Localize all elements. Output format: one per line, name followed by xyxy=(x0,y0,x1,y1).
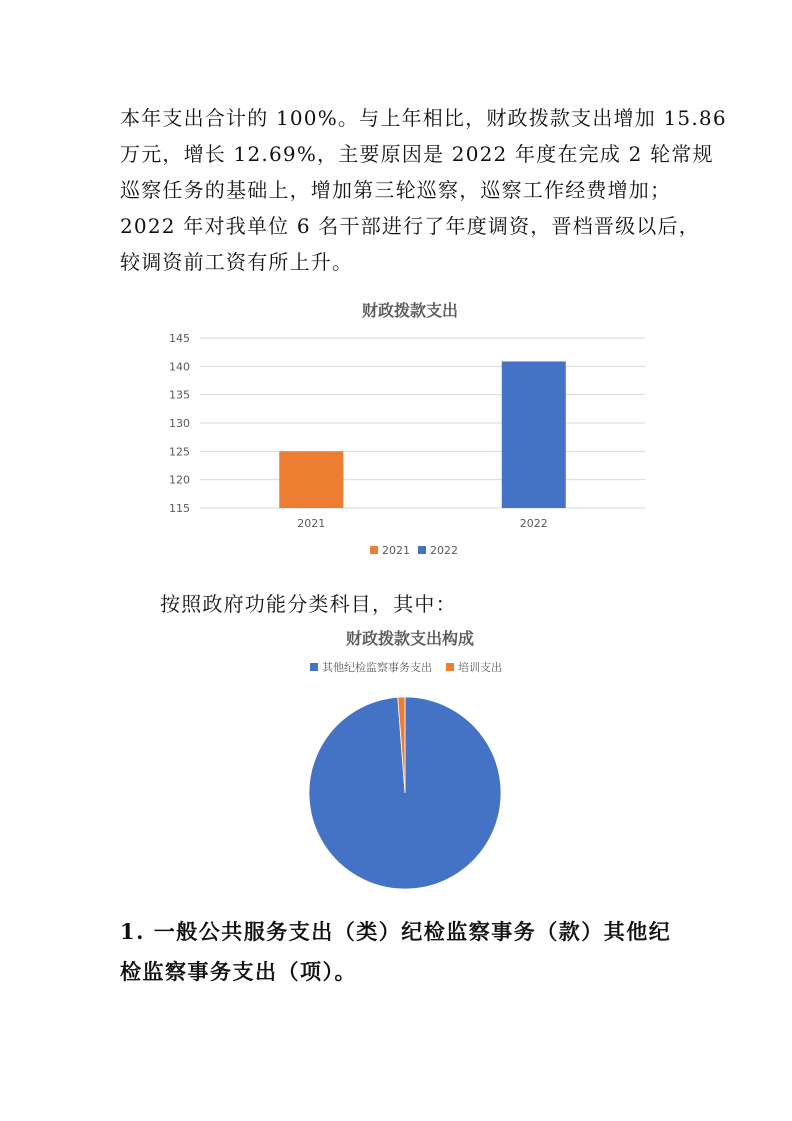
y-tick-label: 145 xyxy=(169,332,190,345)
legend-label: 培训支出 xyxy=(458,661,502,674)
x-tick-label: 2022 xyxy=(519,517,548,530)
pie-chart xyxy=(0,655,792,905)
y-tick-label: 120 xyxy=(169,473,190,487)
legend-swatch xyxy=(418,546,426,554)
legend-label: 2022 xyxy=(430,544,458,557)
legend-swatch xyxy=(370,546,378,554)
pie-chart-title: 财政拨款支出构成 xyxy=(345,629,474,648)
bar-chart xyxy=(0,320,792,600)
y-tick-label: 125 xyxy=(169,445,190,459)
y-tick-label: 140 xyxy=(169,360,190,374)
y-tick-label: 130 xyxy=(169,417,190,430)
bar-2021 xyxy=(279,451,343,508)
bar-2022 xyxy=(502,361,566,508)
paragraph-line: 较调资前工资有所上升。 xyxy=(120,250,354,274)
legend-swatch xyxy=(446,663,454,671)
bar-chart-title: 财政拨款支出 xyxy=(361,301,458,320)
paragraph-line: 2022 年对我单位 6 名干部进行了年度调资，晋档晋级以后， xyxy=(120,214,700,238)
legend-swatch xyxy=(310,663,318,671)
subheading: 按照政府功能分类科目，其中： xyxy=(160,592,457,616)
legend-label: 2021 xyxy=(382,544,410,557)
section-heading xyxy=(120,912,700,992)
paragraph-line: 本年支出合计的 100%。与上年相比，财政拨款支出增加 15.86 xyxy=(120,106,727,130)
legend-label: 其他纪检监察事务支出 xyxy=(322,661,432,674)
paragraph-line: 万元，增长 12.69%，主要原因是 2022 年度在完成 2 轮常规 xyxy=(120,142,714,166)
heading-line: 1. 一般公共服务支出（类）纪检监察事务（款）其他纪 xyxy=(120,919,672,944)
paragraph-line: 巡察任务的基础上，增加第三轮巡察，巡察工作经费增加； xyxy=(120,178,672,202)
y-tick-label: 135 xyxy=(169,388,190,402)
body-paragraph xyxy=(120,100,727,280)
heading-line: 检监察事务支出（项）。 xyxy=(120,959,357,984)
y-tick-label: 115 xyxy=(169,502,190,515)
x-tick-label: 2021 xyxy=(297,517,326,530)
